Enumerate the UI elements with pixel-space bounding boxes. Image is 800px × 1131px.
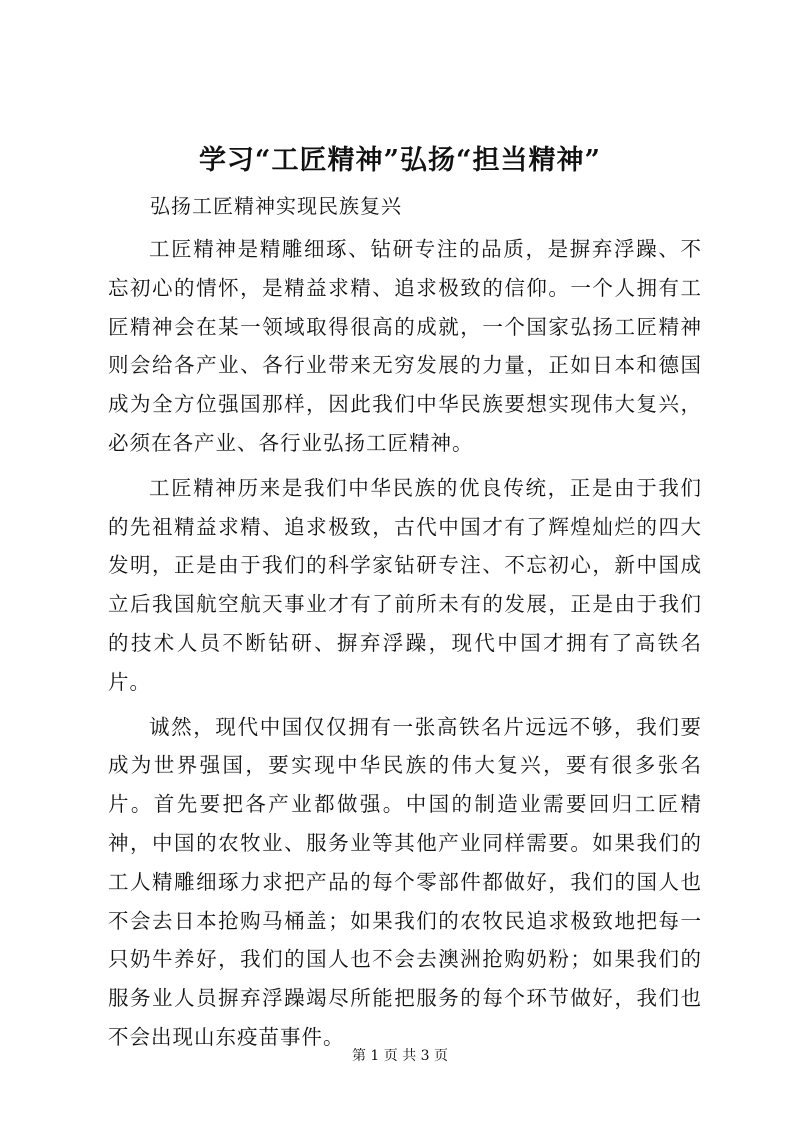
document-title: 学习“工匠精神”弘扬“担当精神” (198, 145, 602, 176)
paragraph: 诚然，现代中国仅仅拥有一张高铁名片远远不够，我们要成为世界强国，要实现中华民族的伟大复兴，要有很多张名片。首先要把各产业都做强。中国的制造业需要回归工匠精神，中国的农牧业、服务业等其他产业同样需要。如果我们的工人精雕细琢力求把产品的每个零部件都做好，我们的国人也不会去日本抢购马桶盖；如果我们的农牧民追求极致地把每一只奶牛养好，我们的国人也不会去澳洲抢购奶粉；如果我们的服务业人员摒弃浮躁竭尽所能把服务的每个环节做好，我们也不会出现山东疫苗事件。 (108, 714, 702, 1049)
page-footer: 第 1 页 共 3 页 (351, 1048, 449, 1064)
paragraph: 工匠精神是精雕细琢、钻研专注的品质，是摒弃浮躁、不忘初心的情怀，是精益求精、追求极致的信仰。一个人拥有工匠精神会在某一领域取得很高的成就，一个国家弘扬工匠精神则会给各产业、各行业带来无穷发展的力量，正如日本和德国成为全方位强国那样，因此我们中华民族要想实现伟大复兴，必须在各产业、各行业弘扬工匠精神。 (108, 237, 702, 455)
document-body (108, 230, 702, 1063)
paragraph: 工匠精神历来是我们中华民族的优良传统，正是由于我们的先祖精益求精、追求极致，古代中国才有了辉煌灿烂的四大发明，正是由于我们的科学家钻研专注、不忘初心，新中国成立后我国航空航天事业才有了前所未有的发展，正是由于我们的技术人员不断钻研、摒弃浮躁，现代中国才拥有了高铁名片。 (108, 475, 702, 694)
document-subtitle: 弘扬工匠精神实现民族复兴 (150, 194, 402, 218)
